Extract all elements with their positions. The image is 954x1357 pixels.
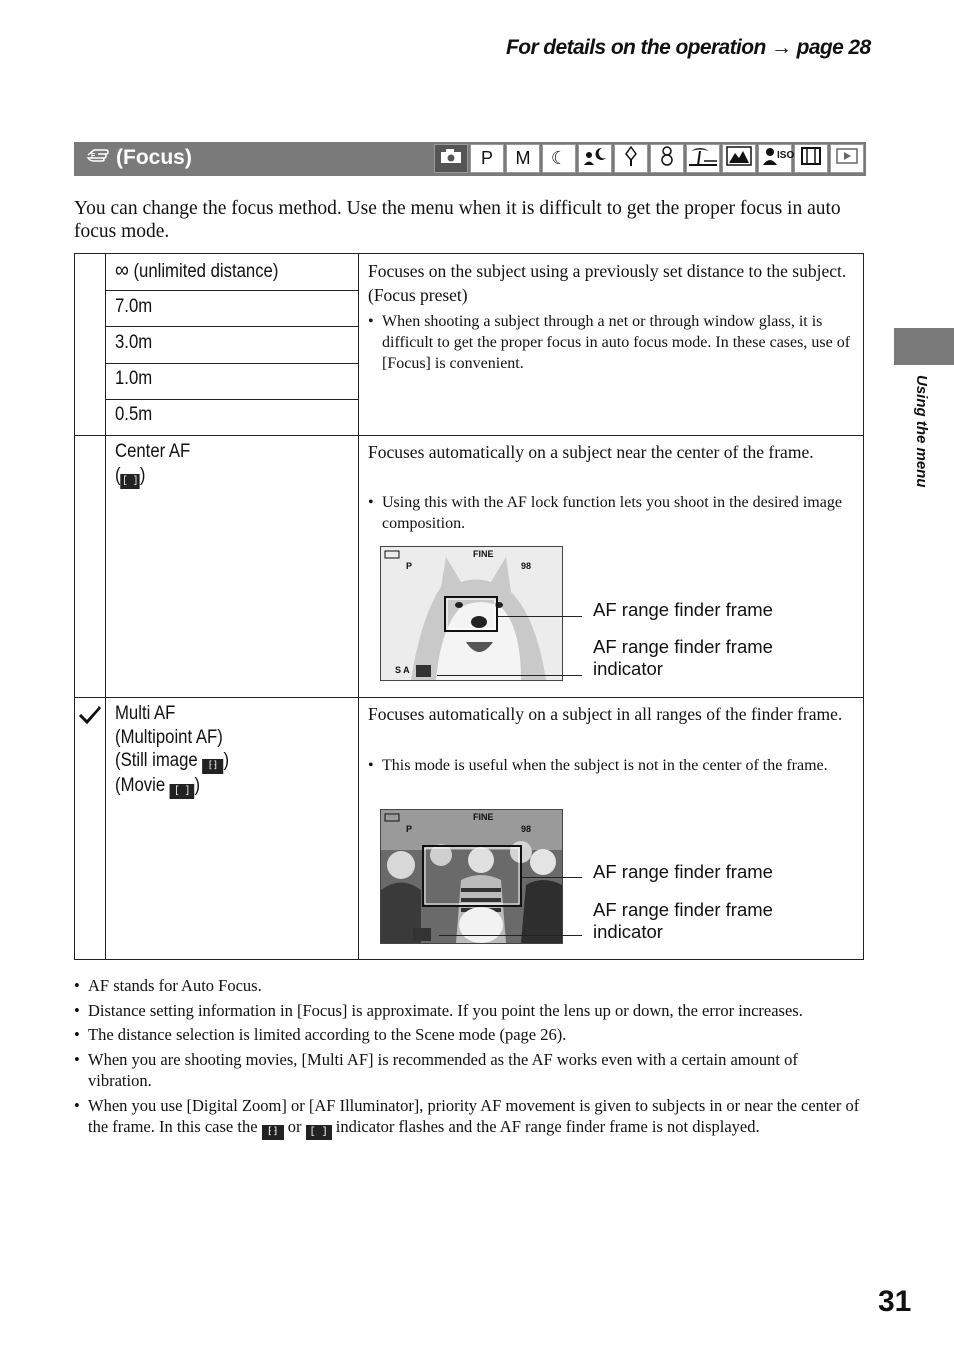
- note-text: or: [287, 1117, 302, 1136]
- callout-frame: AF range finder frame: [593, 599, 773, 620]
- table-divider: [75, 435, 863, 436]
- movie-label: (Movie: [115, 775, 166, 796]
- note-item: • The distance selection is limited according to the Scene mode (page 26).: [74, 1024, 864, 1046]
- option-unlimited: [115, 258, 278, 284]
- callout-leader: [439, 935, 582, 936]
- beach-icon: [688, 145, 718, 172]
- mode-beach: [686, 144, 720, 173]
- screen-mode: P: [406, 561, 413, 571]
- option-3m: 3.0m: [115, 332, 153, 353]
- page-number: 31: [878, 1285, 912, 1318]
- callout-frame-multi: AF range finder frame: [593, 861, 773, 882]
- landscape-icon: [726, 146, 752, 171]
- svg-text:ISO: ISO: [777, 150, 795, 161]
- screen-quality: FINE: [473, 812, 494, 822]
- mode-twilight: [542, 144, 576, 173]
- callout-indicator-line2: indicator: [593, 658, 663, 679]
- svg-text:F: F: [91, 153, 96, 160]
- twilight-portrait-icon: [582, 146, 608, 171]
- callout-leader: [437, 675, 582, 676]
- note-item: • When you are shooting movies, [Multi AF] is recommended as the AF works even with a certain amount of vibration.: [74, 1049, 864, 1092]
- option-7m: 7.0m: [115, 296, 153, 317]
- center-af-label: Center AF: [115, 441, 191, 462]
- callout-indicator-multi: [593, 899, 773, 943]
- multi-af-label: Multi AF: [115, 703, 176, 724]
- callout-indicator-line1: AF range finder frame: [593, 636, 773, 657]
- center-description: Focuses automatically on a subject near the center of the frame.: [368, 442, 814, 462]
- mode-playback: [830, 144, 864, 173]
- option-05m: 0.5m: [115, 404, 153, 425]
- table-divider: [105, 363, 358, 364]
- still-image-label: (Still image: [115, 750, 198, 771]
- table-divider: [105, 290, 358, 291]
- screen-quality: FINE: [473, 549, 494, 559]
- multi-af-movie: (Movie [ ] ): [115, 775, 201, 797]
- twilight-icon: ☾: [550, 148, 568, 168]
- table-divider: [105, 399, 358, 400]
- notes-list: [74, 975, 864, 1143]
- multi-description: Focuses automatically on a subject in all ranges of the finder frame.: [368, 704, 843, 724]
- table-divider: [358, 254, 359, 959]
- callout-indicator-line1: AF range finder frame: [593, 899, 773, 920]
- section-title-text: (Focus): [116, 146, 192, 169]
- note-item: [74, 1095, 864, 1141]
- mode-twilight-portrait: [578, 144, 612, 173]
- focus-options-table: [74, 253, 864, 960]
- center-af-icon: [ ]: [122, 475, 139, 487]
- high-sensitivity-icon: [762, 146, 795, 171]
- preset-bullet: • When shooting a subject through a net or through window glass, it is difficult to get the proper focus in auto focus mode. In these cases, use of [Focus] is convenient.: [368, 311, 858, 374]
- focus-hand-icon: [86, 146, 110, 170]
- mode-high-sensitivity: [758, 144, 795, 173]
- mode-auto: [434, 144, 468, 173]
- note-item: • AF stands for Auto Focus.: [74, 975, 864, 997]
- multi-af-sublabel: (Multipoint AF): [115, 726, 223, 748]
- callout-indicator: [593, 636, 773, 680]
- mode-candle: [614, 144, 648, 173]
- option-unlimited-label: (unlimited distance): [133, 261, 279, 282]
- default-checkmark-icon: [78, 704, 102, 731]
- note-item: • Distance setting information in [Focus] is approximate. If you point the lens up or down, the error increases.: [74, 1000, 864, 1022]
- section-header-bar: [74, 142, 866, 176]
- mode-movie: [794, 144, 828, 173]
- option-1m: 1.0m: [115, 368, 153, 389]
- center-af-indicator-icon: [ ]: [306, 1125, 332, 1140]
- multi-af-still-icon: ⁅⁆: [202, 759, 223, 774]
- multi-af-movie-icon: [ ]: [170, 784, 195, 799]
- mode-landscape: [722, 144, 756, 173]
- screen-count: 98: [521, 824, 532, 834]
- table-divider: [75, 697, 863, 698]
- intro-paragraph: You can change the focus method. Use the menu when it is difficult to get the proper focus in auto focus mode.: [74, 198, 841, 242]
- table-divider: [105, 254, 106, 959]
- side-tab-marker: [894, 328, 954, 365]
- section-title: [86, 146, 192, 170]
- mode-soft-snap: [650, 144, 684, 173]
- center-af-icon-line: ( [ ]): [115, 464, 146, 487]
- side-tab-label: Using the menu: [913, 375, 930, 488]
- callout-leader: [521, 877, 582, 878]
- option-multi-af: [115, 702, 229, 799]
- multi-af-indicator-icon: ⁅⁆: [262, 1125, 284, 1140]
- soft-snap-icon: [658, 145, 676, 172]
- screen-mode: P: [406, 824, 413, 834]
- center-af-screen: [380, 546, 563, 681]
- option-center-af: [115, 440, 190, 489]
- camera-icon: [440, 148, 462, 169]
- page-reference: For details on the operation → page 28: [506, 36, 871, 59]
- center-bullet: • Using this with the AF lock function lets you shoot in the desired image composition.: [368, 492, 858, 534]
- multi-af-still: (Still image ⁅⁆ ): [115, 750, 230, 772]
- movie-icon: [799, 146, 823, 171]
- mode-program: P: [470, 144, 504, 173]
- candle-icon: [623, 145, 639, 172]
- callout-leader: [498, 616, 582, 617]
- note-text: When you use [Digital Zoom] or [AF Illuminator], priority AF movement is given to subjects in or near the center of the frame. In this case the: [88, 1095, 860, 1136]
- mode-strip: [434, 144, 864, 173]
- screen-sa: S A: [395, 665, 410, 675]
- infinity-icon: ∞: [115, 257, 129, 282]
- preset-description: Focuses on the subject using a previously set distance to the subject. (Focus preset): [368, 261, 847, 305]
- note-text: indicator flashes and the AF range finder frame is not displayed.: [335, 1117, 760, 1136]
- table-divider: [105, 326, 358, 327]
- playback-icon: [835, 146, 859, 171]
- screen-count: 98: [521, 561, 532, 571]
- mode-manual: M: [506, 144, 540, 173]
- multi-bullet: • This mode is useful when the subject is not in the center of the frame.: [368, 755, 858, 776]
- callout-indicator-line2: indicator: [593, 921, 663, 942]
